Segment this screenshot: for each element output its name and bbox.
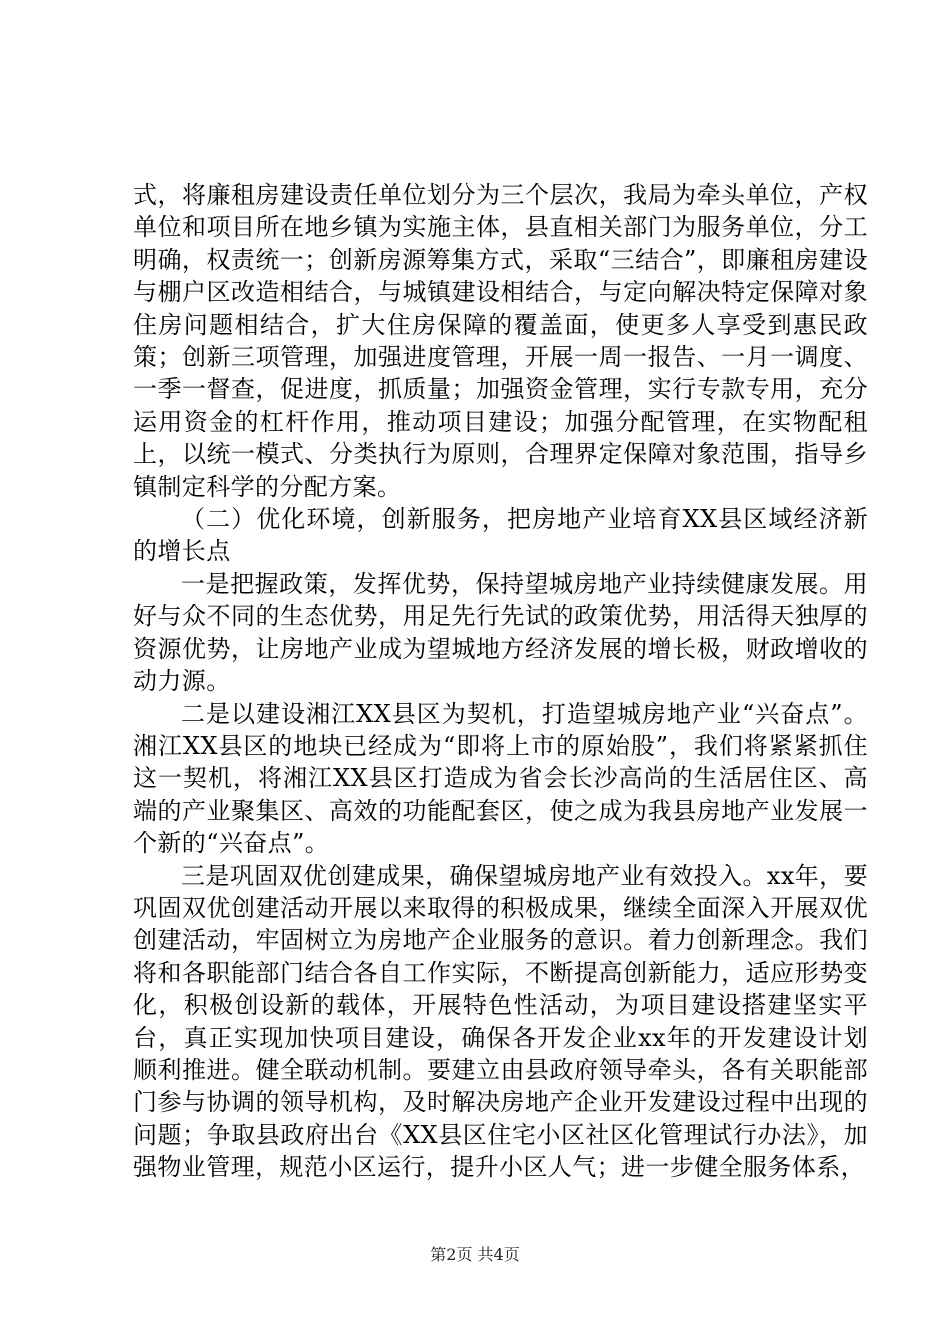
page-number-footer: 第2页 共4页 — [430, 1245, 520, 1264]
paragraph-point-three: 三是巩固双优创建成果，确保望城房地产业有效投入。xx年，要巩固双优创建活动开展以来取得的积极成果，继续全面深入开展双优创建活动，牢固树立为房地产企业服务的意识。着力创新理念。我们将和各职能部门结合各自工作实际，不断提高创新能力，适应形势变化，积极创设新的载体，开展特色性活动，为项目建设搭建坚实平台，真正实现加快项目建设，确保各开发企业xx年的开发建设计划顺利推进。健全联动机制。要建立由县政府领导牵头，各有关职能部门参与协调的领导机构，及时解决房地产企业开发建设过程中出现的问题；争取县政府出台《XX县区住宅小区社区化管理试行办法》，加强物业管理，规范小区运行，提升小区人气；进一步健全服务体系， — [133, 861, 868, 1182]
paragraph-continuation: 式，将廉租房建设责任单位划分为三个层次，我局为牵头单位，产权单位和项目所在地乡镇为实施主体，县直相关部门为服务单位，分工明确，权责统一；创新房源筹集方式，采取“三结合”，即廉租房建设与棚户区改造相结合，与城镇建设相结合，与定向解决特定保障对象住房问题相结合，扩大住房保障的覆盖面，使更多人享受到惠民政策；创新三项管理，加强进度管理，开展一周一报告、一月一调度、一季一督查，促进度，抓质量；加强资金管理，实行专款专用，充分运用资金的杠杆作用，推动项目建设；加强分配管理，在实物配租上，以统一模式、分类执行为原则，合理界定保障对象范围，指导乡镇制定科学的分配方案。 — [133, 181, 868, 501]
section-heading: （二）优化环境，创新服务，把房地产业培育XX县区域经济新的增长点 — [133, 505, 868, 566]
paragraph-point-one: 一是把握政策，发挥优势，保持望城房地产业持续健康发展。用好与众不同的生态优势，用足先行先试的政策优势，用活得天独厚的资源优势，让房地产业成为望城地方经济发展的增长极，财政增收的动力源。 — [133, 569, 868, 696]
document-body — [133, 179, 868, 1184]
paragraph-point-two: 二是以建设湘江XX县区为契机，打造望城房地产业“兴奋点”。湘江XX县区的地块已经成为“即将上市的原始股”，我们将紧紧抓住这一契机，将湘江XX县区打造成为省会长沙高尚的生活居住区、高端的产业聚集区、高效的功能配套区，使之成为我县房地产业发展一个新的“兴奋点”。 — [133, 699, 868, 858]
